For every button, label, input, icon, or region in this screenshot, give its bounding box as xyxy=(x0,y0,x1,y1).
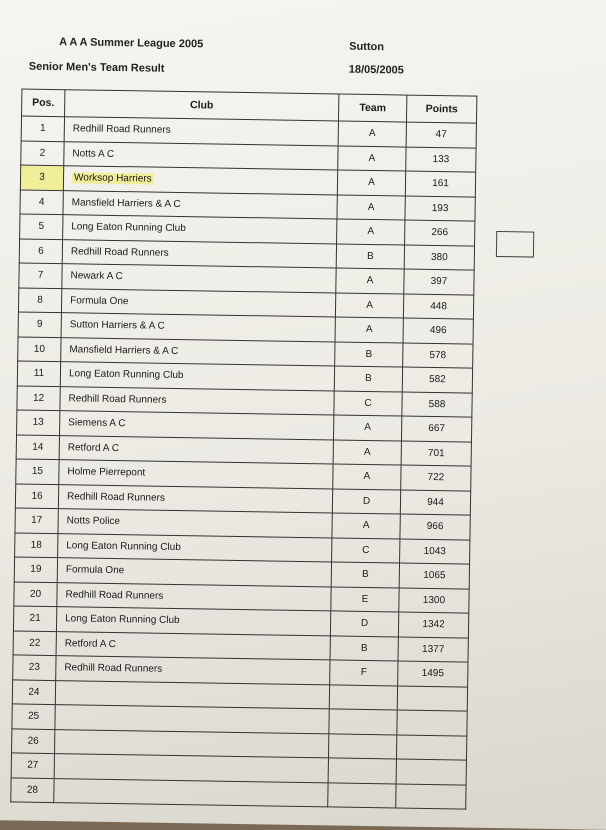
position-cell: 23 xyxy=(13,655,56,680)
result-date: 18/05/2005 xyxy=(348,63,404,77)
club-cell: Long Eaton Running Club xyxy=(58,533,332,562)
team-cell: B xyxy=(330,635,398,661)
position-cell: 3 xyxy=(20,165,63,190)
position-cell: 10 xyxy=(18,336,61,361)
club-cell: Retford A C xyxy=(56,631,330,660)
points-cell: 701 xyxy=(401,441,471,467)
points-cell: 397 xyxy=(404,269,474,295)
position-cell: 11 xyxy=(17,361,60,386)
venue: Sutton xyxy=(349,40,385,54)
club-cell: Retford A C xyxy=(59,435,333,464)
club-cell: Redhill Road Runners xyxy=(64,117,338,146)
team-cell xyxy=(329,684,397,710)
team-cell xyxy=(328,782,396,808)
points-cell: 266 xyxy=(405,220,475,246)
club-cell: Redhill Road Runners xyxy=(57,582,331,611)
position-cell: 16 xyxy=(15,483,58,508)
points-cell: 582 xyxy=(402,367,472,393)
points-cell: 578 xyxy=(403,343,473,369)
points-cell: 588 xyxy=(402,392,472,418)
position-cell: 2 xyxy=(21,141,64,166)
club-cell: Formula One xyxy=(61,288,335,317)
team-cell xyxy=(328,733,396,759)
team-cell: D xyxy=(332,488,400,514)
club-cell: Sutton Harriers & A C xyxy=(61,313,335,342)
team-cell: A xyxy=(337,194,405,220)
points-cell: 133 xyxy=(406,147,476,173)
team-cell: E xyxy=(331,586,399,612)
points-cell: 722 xyxy=(401,465,471,491)
club-cell: Long Eaton Running Club xyxy=(63,215,337,244)
club-cell: Long Eaton Running Club xyxy=(60,362,334,391)
club-cell: Holme Pierrepont xyxy=(59,460,333,489)
club-cell: Redhill Road Runners xyxy=(62,239,336,268)
position-cell: 1 xyxy=(21,116,64,141)
position-cell: 20 xyxy=(14,581,57,606)
club-cell: Newark A C xyxy=(62,264,336,293)
column-header-club: Club xyxy=(65,90,339,121)
column-header-team: Team xyxy=(338,94,406,122)
points-cell: 1342 xyxy=(398,612,468,638)
points-cell: 496 xyxy=(403,318,473,344)
points-cell xyxy=(397,710,467,736)
team-cell xyxy=(328,758,396,784)
club-cell: Redhill Road Runners xyxy=(60,386,334,415)
team-cell: C xyxy=(332,537,400,563)
points-cell xyxy=(396,783,466,809)
points-cell: 944 xyxy=(400,490,470,516)
position-cell: 25 xyxy=(12,704,55,729)
team-cell: B xyxy=(336,243,404,269)
team-cell: A xyxy=(337,219,405,245)
points-cell: 47 xyxy=(406,122,476,148)
points-cell: 966 xyxy=(400,514,470,540)
club-cell: Mansfield Harriers & A C xyxy=(63,190,337,219)
club-cell: Mansfield Harriers & A C xyxy=(61,337,335,366)
results-table xyxy=(10,89,477,810)
team-cell: D xyxy=(330,611,398,637)
position-cell: 24 xyxy=(12,679,55,704)
position-cell: 14 xyxy=(16,434,59,459)
position-cell: 4 xyxy=(20,190,63,215)
team-cell: A xyxy=(338,121,406,147)
team-cell: A xyxy=(333,439,401,465)
team-cell: B xyxy=(334,366,402,392)
column-header-points: Points xyxy=(406,95,476,123)
team-cell: A xyxy=(335,317,403,343)
points-cell xyxy=(396,734,466,760)
club-cell: Formula One xyxy=(57,558,331,587)
position-cell: 13 xyxy=(17,410,60,435)
position-cell: 26 xyxy=(12,728,55,753)
position-cell: 21 xyxy=(13,606,56,631)
position-cell: 5 xyxy=(20,214,63,239)
points-cell: 1043 xyxy=(400,539,470,565)
team-cell: F xyxy=(330,660,398,686)
team-cell: A xyxy=(333,464,401,490)
team-cell: A xyxy=(336,268,404,294)
points-cell: 380 xyxy=(404,245,474,271)
position-cell: 12 xyxy=(17,385,60,410)
club-cell: Notts A C xyxy=(64,141,338,170)
team-cell: A xyxy=(333,415,401,441)
points-cell xyxy=(396,759,466,785)
club-cell: Siemens A C xyxy=(60,411,334,440)
points-cell: 667 xyxy=(401,416,471,442)
team-cell xyxy=(329,709,397,735)
points-cell: 1377 xyxy=(398,636,468,662)
position-cell: 18 xyxy=(15,532,58,557)
points-cell: 1300 xyxy=(399,588,469,614)
points-cell: 193 xyxy=(405,196,475,222)
position-cell: 19 xyxy=(14,557,57,582)
position-cell: 7 xyxy=(19,263,62,288)
position-cell: 27 xyxy=(11,753,54,778)
club-cell: Redhill Road Runners xyxy=(58,484,332,513)
points-cell xyxy=(397,685,467,711)
team-cell: C xyxy=(334,390,402,416)
league-title: A A A Summer League 2005 xyxy=(59,36,204,51)
club-cell: Notts Police xyxy=(58,509,332,538)
team-cell: A xyxy=(335,292,403,318)
club-cell: Redhill Road Runners xyxy=(56,656,330,685)
points-cell: 161 xyxy=(405,171,475,197)
points-cell: 1495 xyxy=(398,661,468,687)
club-cell: Long Eaton Running Club xyxy=(56,607,330,636)
position-cell: 6 xyxy=(19,238,62,263)
column-header-pos: Pos. xyxy=(22,89,65,117)
position-cell: 9 xyxy=(18,312,61,337)
result-subtitle: Senior Men's Team Result xyxy=(28,60,165,75)
empty-margin-box xyxy=(496,231,534,258)
team-cell: B xyxy=(335,341,403,367)
position-cell: 22 xyxy=(13,630,56,655)
club-cell: Worksop Harriers xyxy=(63,166,337,195)
team-cell: A xyxy=(332,513,400,539)
position-cell: 28 xyxy=(11,777,54,802)
position-cell: 8 xyxy=(18,287,61,312)
team-cell: A xyxy=(338,145,406,171)
position-cell: 15 xyxy=(16,459,59,484)
points-cell: 448 xyxy=(403,294,473,320)
team-cell: A xyxy=(337,170,405,196)
position-cell: 17 xyxy=(15,508,58,533)
team-cell: B xyxy=(331,562,399,588)
club-cell xyxy=(54,778,328,807)
points-cell: 1065 xyxy=(399,563,469,589)
